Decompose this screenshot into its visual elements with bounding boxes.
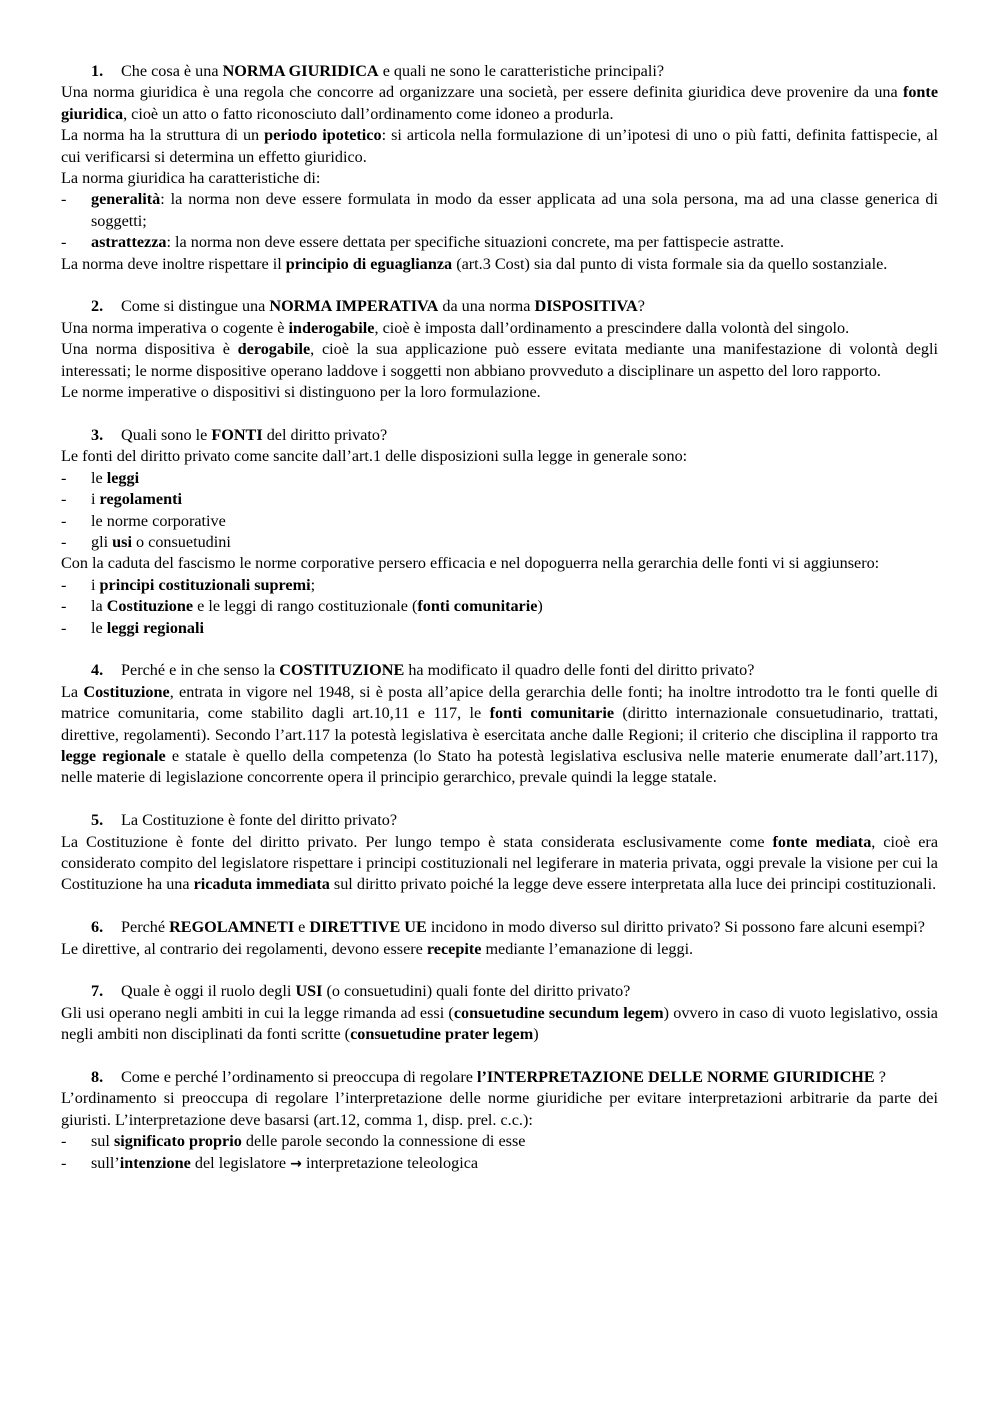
text-run: (o consuetudini) quali fonte del diritto privato? bbox=[322, 982, 631, 1001]
question-text bbox=[121, 981, 938, 1002]
text-run: e quali ne sono le caratteristiche principali? bbox=[378, 62, 665, 80]
text-run: (diritto internazionale consuetudinario, trattati, direttive, regolamenti). Secondo l’art.117 la potestà legislativa è esercitata anche dalle Regioni; il criterio che disciplina il rapporto tra bbox=[61, 704, 938, 744]
bold-text: DISPOSITIVA bbox=[534, 297, 638, 316]
bold-text: generalità bbox=[91, 190, 161, 209]
text-run: ) bbox=[537, 597, 543, 616]
bold-text: leggi regionali bbox=[106, 618, 205, 637]
text-run: e statale è quello della competenza (lo Stato ha potestà legislativa esclusiva nelle materie enumerate dall’art.117), nelle materie di legislazione concorrente opera il principio gerarchico, prevale quindi la legge statale. bbox=[61, 746, 938, 787]
bold-text: Costituzione bbox=[106, 597, 194, 616]
text-run: , cioè era considerato compito del legislatore rispettare i principi costituzionali nel legiferare in materia privata, oggi prevale la visione per cui la Costituzione ha una bbox=[61, 832, 938, 894]
question-number: 3. bbox=[91, 425, 104, 444]
text-run: Quale è oggi il ruolo degli bbox=[121, 982, 296, 1001]
text-run: e le leggi di rango costituzionale ( bbox=[193, 597, 418, 616]
section-spacer bbox=[61, 1046, 938, 1067]
text-run: La norma deve inoltre rispettare il bbox=[61, 254, 286, 273]
text-run: ) bbox=[533, 1025, 539, 1044]
text-run: Una norma imperativa o cogente è bbox=[61, 318, 289, 337]
text-run: le bbox=[91, 468, 107, 487]
text-run: Le direttive, al contrario dei regolamenti, devono essere bbox=[61, 939, 427, 958]
text-run: La bbox=[61, 682, 84, 701]
text-run: , entrata in vigore nel 1948, si è posta all’apice della gerarchia delle fonti; ha inoltre introdotto tra le fonti quelle di matrice comunitaria, come stabilito dagli art.10,11 e 117, le bbox=[61, 682, 938, 723]
bold-text: NORMA GIURIDICA bbox=[222, 62, 379, 80]
question-number: 4. bbox=[91, 661, 104, 680]
text-run: ; bbox=[310, 575, 316, 594]
bold-text: fonte mediata bbox=[772, 832, 872, 851]
list-item-text bbox=[91, 189, 938, 232]
text-run: le norme corporative bbox=[91, 511, 226, 530]
list-dash: - bbox=[61, 618, 67, 637]
text-run: Come si distingue una bbox=[121, 297, 270, 316]
question-text bbox=[121, 810, 938, 831]
list-dash: - bbox=[61, 1132, 67, 1151]
bold-text: astrattezza bbox=[91, 233, 167, 252]
bold-text: usi bbox=[112, 532, 132, 551]
question-number: 8. bbox=[91, 1067, 104, 1086]
paragraph bbox=[61, 553, 938, 574]
bold-text: recepite bbox=[426, 939, 482, 958]
bold-text: fonti comunitarie bbox=[489, 704, 615, 723]
text-run: L’ordinamento si preoccupa di regolare l’interpretazione delle norme giuridiche per evitare interpretazioni arbitrarie da parte dei giuristi. L’interpretazione deve basarsi (art.12, comma 1, disp. prel. c.c.): bbox=[61, 1089, 938, 1129]
question-text bbox=[121, 296, 938, 317]
text-run: : la norma non deve essere dettata per specifiche situazioni concrete, ma per fattispecie astratte. bbox=[166, 233, 785, 252]
paragraph bbox=[61, 318, 938, 339]
list-dash: - bbox=[61, 511, 67, 530]
text-run: Le fonti del diritto privato come sancite dall’art.1 delle disposizioni sulla legge in generale sono: bbox=[61, 447, 688, 466]
question-text bbox=[121, 1067, 938, 1088]
text-run: Quali sono le bbox=[121, 425, 212, 444]
bold-text: fonti comunitarie bbox=[417, 597, 538, 616]
text-run: Le norme imperative o dispositivi si distinguono per la loro formulazione. bbox=[61, 383, 541, 402]
document-page bbox=[61, 61, 938, 1175]
text-run: incidono in modo diverso sul diritto privato? Si possono fare alcuni esempi? bbox=[426, 918, 925, 937]
paragraph bbox=[61, 1003, 938, 1046]
bold-text: significato proprio bbox=[113, 1132, 242, 1151]
text-run: Perché e in che senso la bbox=[121, 661, 280, 680]
paragraph bbox=[61, 939, 938, 960]
text-run: Gli usi operano negli ambiti in cui la legge rimanda ad essi ( bbox=[61, 1003, 454, 1022]
list-item-text bbox=[91, 618, 938, 639]
text-run: La norma giuridica ha caratteristiche di: bbox=[61, 169, 321, 188]
section-spacer bbox=[61, 896, 938, 917]
list-item bbox=[61, 489, 938, 510]
text-run: e bbox=[294, 918, 310, 937]
arrow-icon: → bbox=[290, 1155, 302, 1172]
question-text bbox=[121, 61, 938, 82]
list-dash: - bbox=[61, 1153, 67, 1172]
bold-text: leggi bbox=[106, 468, 140, 487]
list-item bbox=[61, 618, 938, 639]
list-item bbox=[61, 232, 938, 253]
list-item bbox=[61, 575, 938, 596]
paragraph bbox=[61, 832, 938, 896]
list-dash: - bbox=[61, 190, 67, 209]
text-run: del legislatore bbox=[190, 1153, 291, 1172]
bold-text: periodo ipotetico bbox=[264, 126, 382, 145]
list-dash: - bbox=[61, 597, 67, 616]
text-run: la bbox=[91, 597, 107, 616]
text-run: Perché bbox=[121, 918, 170, 937]
text-run: i bbox=[91, 490, 100, 509]
text-run: sul bbox=[91, 1132, 114, 1151]
list-item-text bbox=[91, 511, 938, 532]
text-run: ha modificato il quadro delle fonti del diritto privato? bbox=[404, 661, 755, 680]
list-item-text bbox=[91, 468, 938, 489]
list-item bbox=[61, 1153, 938, 1175]
text-run: Che cosa è una bbox=[121, 62, 223, 80]
text-run: (art.3 Cost) sia dal punto di vista formale sia da quello sostanziale. bbox=[452, 254, 888, 273]
bold-text: USI bbox=[295, 982, 323, 1001]
bold-text: ricaduta immediata bbox=[193, 875, 330, 894]
text-run: del diritto privato? bbox=[262, 425, 388, 444]
text-run: delle parole secondo la connessione di esse bbox=[241, 1132, 526, 1151]
list-item-text bbox=[91, 1131, 938, 1152]
text-run: gli bbox=[91, 532, 113, 551]
text-run: da una norma bbox=[438, 297, 535, 316]
bold-text: consuetudine prater legem bbox=[350, 1025, 534, 1044]
text-run: le bbox=[91, 618, 107, 637]
list-item-text bbox=[91, 1153, 938, 1175]
question-heading bbox=[61, 917, 938, 938]
text-run: Una norma giuridica è una regola che concorre ad organizzare una società, per essere definita giuridica deve provenire da una bbox=[61, 83, 903, 102]
list-item bbox=[61, 189, 938, 232]
bold-text: regolamenti bbox=[99, 490, 182, 509]
question-number: 5. bbox=[91, 811, 104, 830]
question-heading bbox=[61, 61, 938, 82]
list-dash: - bbox=[61, 490, 67, 509]
text-run: , cioè la sua applicazione può essere evitata mediante una manifestazione di volontà degli interessati; le norme dispositive operano laddove i soggetti non abbiano provveduto a disciplinare un aspetto del loro rapporto. bbox=[61, 340, 939, 380]
question-heading bbox=[61, 1067, 938, 1088]
question-heading bbox=[61, 425, 938, 446]
text-run: interpretazione teleologica bbox=[301, 1153, 479, 1172]
list-item-text bbox=[91, 596, 938, 617]
question-number: 6. bbox=[91, 918, 104, 937]
section-spacer bbox=[61, 789, 938, 810]
text-run: : si articola nella formulazione di un’ipotesi di uno o più fatti, definita fattispecie, al cui verificarsi si determina un effetto giuridico. bbox=[61, 126, 938, 166]
bold-text: FONTI bbox=[211, 425, 263, 444]
question-number: 2. bbox=[91, 297, 104, 316]
question-heading bbox=[61, 296, 938, 317]
bold-text: inderogabile bbox=[288, 318, 375, 337]
question-heading bbox=[61, 810, 938, 831]
bold-text: Costituzione bbox=[83, 682, 170, 701]
text-run: La norma ha la struttura di un bbox=[61, 126, 265, 145]
bold-text: intenzione bbox=[119, 1153, 191, 1172]
paragraph bbox=[61, 125, 938, 168]
list-item bbox=[61, 532, 938, 553]
text-run: Una norma dispositiva è bbox=[61, 340, 238, 359]
text-run: mediante l’emanazione di leggi. bbox=[481, 939, 694, 958]
paragraph bbox=[61, 382, 938, 403]
paragraph bbox=[61, 339, 938, 382]
list-dash: - bbox=[61, 575, 67, 594]
list-item bbox=[61, 596, 938, 617]
text-run: La Costituzione è fonte del diritto privato. Per lungo tempo è stata considerata esclusivamente come bbox=[61, 832, 773, 851]
paragraph bbox=[61, 446, 938, 467]
section-spacer bbox=[61, 960, 938, 981]
list-item-text bbox=[91, 532, 938, 553]
text-run: sull’ bbox=[91, 1153, 120, 1172]
text-run: Come e perché l’ordinamento si preoccupa di regolare bbox=[121, 1067, 477, 1086]
question-heading bbox=[61, 981, 938, 1002]
list-dash: - bbox=[61, 532, 67, 551]
bold-text: fonte giuridica bbox=[61, 83, 938, 123]
list-dash: - bbox=[61, 468, 67, 487]
bold-text: legge regionale bbox=[61, 746, 166, 765]
section-spacer bbox=[61, 639, 938, 660]
bold-text: NORMA IMPERATIVA bbox=[269, 297, 439, 316]
question-number: 7. bbox=[91, 982, 104, 1001]
section-spacer bbox=[61, 275, 938, 296]
bold-text: principi costituzionali supremi bbox=[99, 575, 311, 594]
text-run: ) ovvero in caso di vuoto legislativo, ossia negli ambiti non disciplinati da fonti scritte ( bbox=[61, 1003, 938, 1044]
paragraph bbox=[61, 254, 938, 275]
section-spacer bbox=[61, 403, 938, 424]
text-run: Con la caduta del fascismo le norme corporative persero efficacia e nel dopoguerra nella gerarchia delle fonti vi si aggiunsero: bbox=[61, 554, 880, 573]
question-heading bbox=[61, 660, 938, 681]
text-run: , cioè è imposta dall’ordinamento a prescindere dalla volontà del singolo. bbox=[374, 318, 850, 337]
question-text bbox=[121, 425, 938, 446]
text-run: i bbox=[91, 575, 100, 594]
paragraph bbox=[61, 682, 938, 789]
list-dash: - bbox=[61, 233, 67, 252]
paragraph bbox=[61, 82, 938, 125]
bold-text: derogabile bbox=[237, 340, 311, 359]
question-text bbox=[121, 917, 938, 938]
bold-text: principio di eguaglianza bbox=[285, 254, 453, 273]
paragraph bbox=[61, 168, 938, 189]
bold-text: REGOLAMNETI bbox=[169, 918, 295, 937]
question-text bbox=[121, 660, 938, 681]
question-number: 1. bbox=[91, 62, 104, 80]
list-item-text bbox=[91, 489, 938, 510]
bold-text: COSTITUZIONE bbox=[279, 661, 405, 680]
text-run: o consuetudini bbox=[131, 532, 231, 551]
text-run: : la norma non deve essere formulata in modo da esser applicata ad una sola persona, ma ad una classe generica di soggetti; bbox=[91, 190, 938, 230]
bold-text: consuetudine secundum legem bbox=[453, 1003, 664, 1022]
text-run: sul diritto privato poiché la legge deve essere interpretata alla luce dei principi costituzionali. bbox=[329, 875, 937, 894]
text-run: ? bbox=[874, 1067, 886, 1086]
text-run: , cioè un atto o fatto riconosciuto dall’ordinamento come idoneo a produrla. bbox=[123, 104, 614, 123]
paragraph bbox=[61, 1088, 938, 1131]
text-run: La Costituzione è fonte del diritto privato? bbox=[121, 811, 398, 830]
bold-text: DIRETTIVE UE bbox=[309, 918, 427, 937]
text-run: ? bbox=[637, 297, 645, 316]
list-item-text bbox=[91, 575, 938, 596]
list-item bbox=[61, 468, 938, 489]
list-item-text bbox=[91, 232, 938, 253]
list-item bbox=[61, 1131, 938, 1152]
list-item bbox=[61, 511, 938, 532]
bold-text: l’INTERPRETAZIONE DELLE NORME GIURIDICHE bbox=[476, 1067, 875, 1086]
